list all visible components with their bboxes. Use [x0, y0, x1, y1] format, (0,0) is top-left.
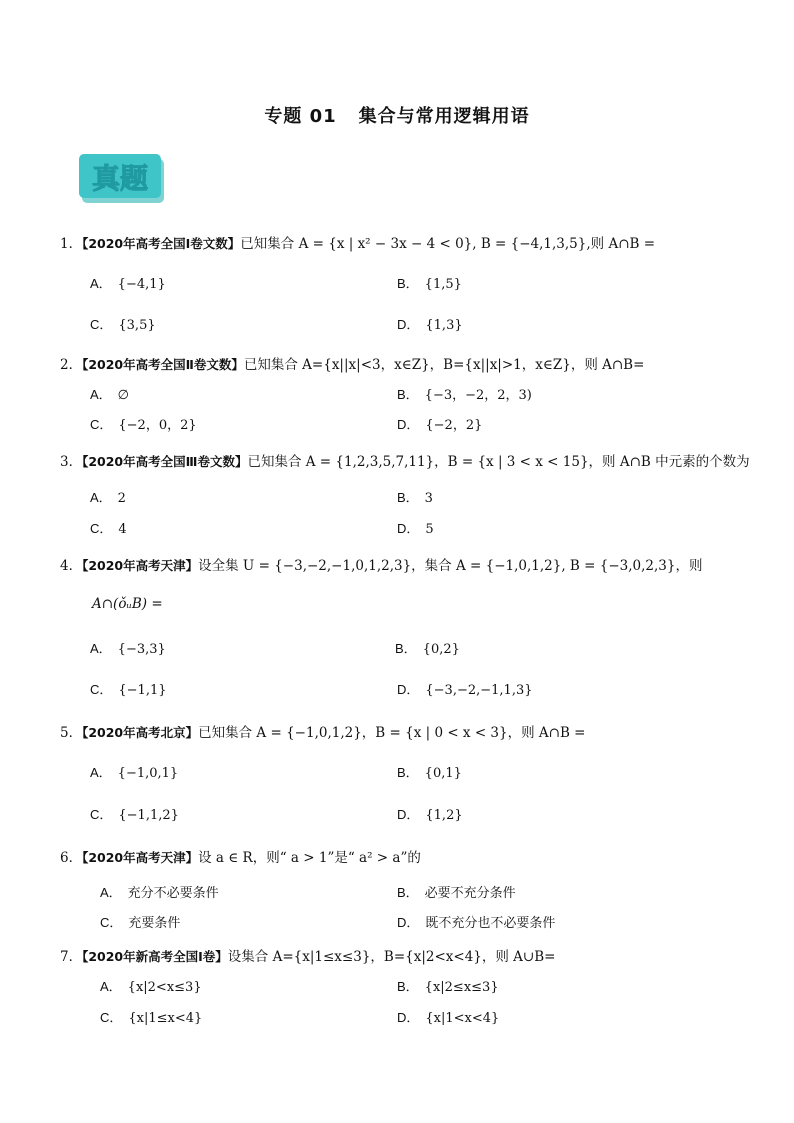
- question-source: 【2020年高考全国Ⅰ卷文数】: [82, 236, 241, 251]
- q4-option-b: B． {0,2}: [395, 641, 460, 657]
- q3-option-b: B． 3: [397, 490, 433, 506]
- q7-option-d: D． {x|1<x<4}: [397, 1010, 500, 1026]
- q6-option-c: C． 充要条件: [100, 915, 181, 931]
- q7-option-b: B． {x|2≤x≤3}: [397, 979, 499, 995]
- q6-option-b: B． 必要不充分条件: [397, 885, 516, 901]
- question-source: 【2020年高考天津】: [82, 850, 199, 865]
- q3-option-a: A． 2: [90, 490, 126, 506]
- question-source: 【2020年高考北京】: [82, 725, 199, 740]
- q3-option-d: D． 5: [397, 521, 434, 537]
- q1-option-d: D． {1,3}: [397, 317, 463, 333]
- question-stem: 已知集合 A = {1,2,3,5,7,11}，B = {x | 3 < x < 15}，则 A∩B 中元素的个数为: [247, 454, 750, 470]
- q3-option-c: C． 4: [90, 521, 127, 537]
- question-stem: 设集合 A={x|1≤x≤3}，B={x|2<x<4}，则 A∪B=: [227, 949, 556, 965]
- q6-option-d: D． 既不充分也不必要条件: [397, 915, 556, 931]
- question-number: 5．: [60, 725, 83, 741]
- q1-option-a: A． {−4,1}: [90, 276, 166, 292]
- question-source: 【2020年高考全国Ⅲ卷文数】: [82, 454, 248, 469]
- question-number: 7．: [60, 949, 83, 965]
- question-source: 【2020年新高考全国Ⅰ卷】: [82, 949, 228, 964]
- question-stem: 已知集合 A={x||x|<3，x∈Z}，B={x||x|>1，x∈Z}，则 A∩B=: [243, 357, 645, 373]
- question-stem: 已知集合 A = {x | x² − 3x − 4 < 0}, B = {−4,1,3,5},则 A∩B =: [240, 236, 656, 252]
- q5-option-c: C． {−1,1,2}: [90, 807, 179, 823]
- question-4-stem-line-2: A∩(ǒᵤB) =: [92, 596, 163, 612]
- q6-option-a: A． 充分不必要条件: [100, 885, 219, 901]
- q1-option-b: B． {1,5}: [397, 276, 462, 292]
- q4-option-d: D． {−3,−2,−1,1,3}: [397, 682, 533, 698]
- title-number: 专题 01: [264, 106, 337, 127]
- question-1: [60, 232, 655, 252]
- question-number: 1．: [60, 236, 83, 252]
- q2-option-a: A． ∅: [90, 387, 129, 403]
- page-title: [0, 102, 794, 128]
- q5-option-d: D． {1,2}: [397, 807, 463, 823]
- question-5: [60, 721, 586, 741]
- question-3: [60, 450, 750, 470]
- question-stem: 已知集合 A = {−1,0,1,2}，B = {x | 0 < x < 3}，则 A∩B =: [198, 725, 586, 741]
- q2-option-c: C． {−2，0，2}: [90, 417, 197, 433]
- q7-option-a: A． {x|2<x≤3}: [100, 979, 202, 995]
- q4-option-c: C． {−1,1}: [90, 682, 167, 698]
- title-text: 集合与常用逻辑用语: [358, 106, 530, 127]
- question-4: [60, 554, 702, 574]
- q5-option-a: A． {−1,0,1}: [90, 765, 179, 781]
- q7-option-c: C． {x|1≤x<4}: [100, 1010, 203, 1026]
- badge-text: 真题: [91, 162, 149, 195]
- q2-option-d: D． {−2，2}: [397, 417, 483, 433]
- zhenti-badge-icon: [77, 150, 167, 205]
- question-number: 4．: [60, 558, 83, 574]
- question-stem: 设 a ∈ R，则“ a > 1”是“ a² > a”的: [198, 850, 421, 866]
- question-source: 【2020年高考天津】: [82, 558, 199, 573]
- question-number: 6．: [60, 850, 83, 866]
- question-source: 【2020年高考全国Ⅱ卷文数】: [82, 357, 244, 372]
- q5-option-b: B． {0,1}: [397, 765, 462, 781]
- question-number: 3．: [60, 454, 83, 470]
- q2-option-b: B． {−3，−2，2，3): [397, 387, 532, 403]
- question-stem: 设全集 U = {−3,−2,−1,0,1,2,3}，集合 A = {−1,0,1,2}, B = {−3,0,2,3}，则: [198, 558, 703, 574]
- q4-option-a: A． {−3,3}: [90, 641, 166, 657]
- question-6: [60, 846, 421, 866]
- question-2: [60, 353, 644, 373]
- question-number: 2．: [60, 357, 83, 373]
- question-7: [60, 945, 555, 965]
- q1-option-c: C． {3,5}: [90, 317, 156, 333]
